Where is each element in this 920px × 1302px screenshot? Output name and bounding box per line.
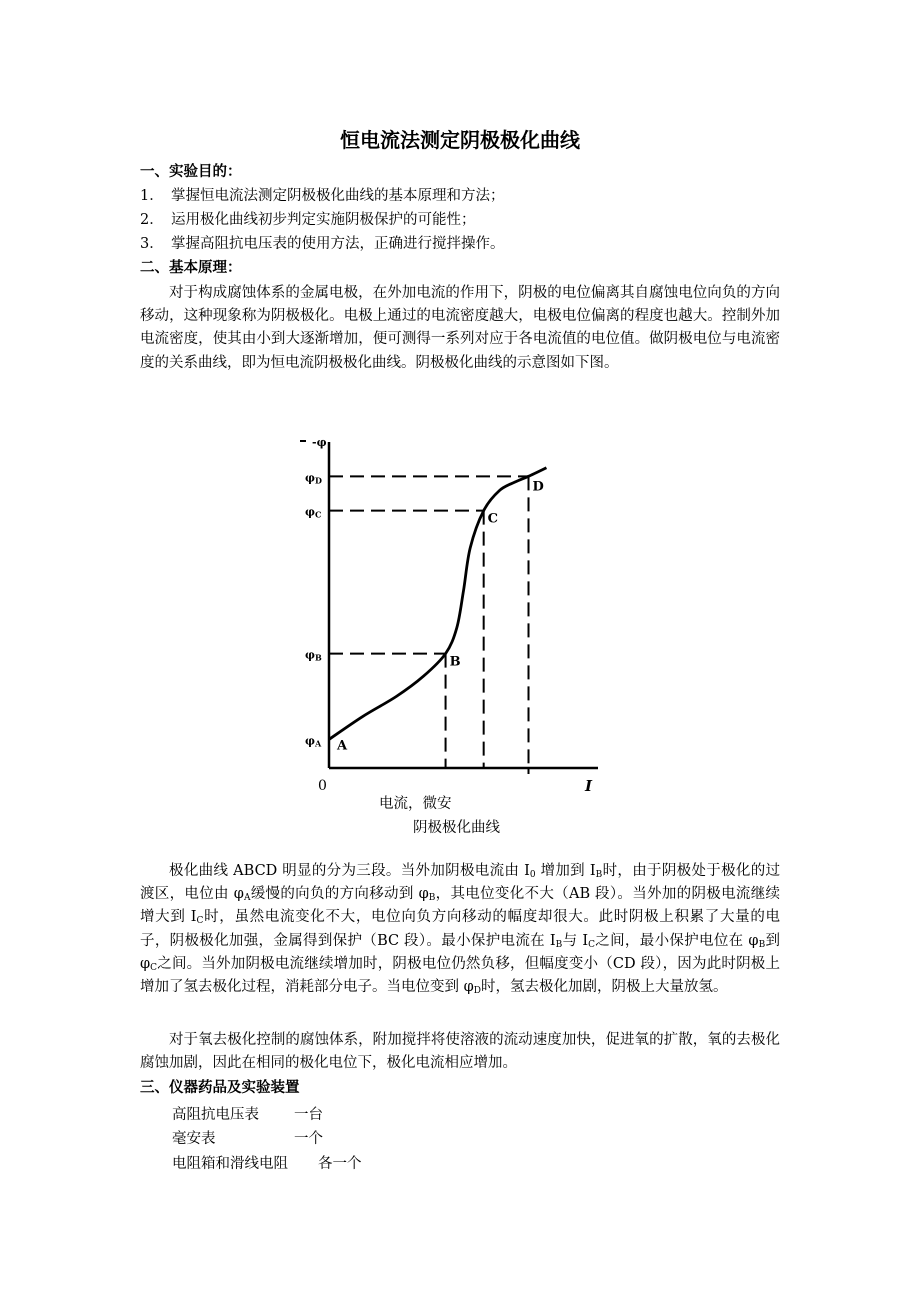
- item-text: 掌握恒电流法测定阴极极化曲线的基本原理和方法；: [171, 188, 505, 204]
- page-title: 恒电流法测定阴极极化曲线: [340, 128, 580, 152]
- point-label-c: C: [487, 511, 499, 527]
- subscript: A: [243, 893, 251, 904]
- equipment-qty: 一台: [294, 1107, 323, 1123]
- text-run: 与 I: [562, 932, 589, 949]
- text-run: 时，由于阴极处于极化的过渡区，电位由 φ: [140, 863, 781, 903]
- item-text: 运用极化曲线初步判定实施阴极保护的可能性；: [171, 212, 476, 228]
- equipment-name: 高阻抗电压表: [172, 1107, 259, 1123]
- text-run: 缓慢的向负的方向移动到 φ: [250, 886, 429, 903]
- item-number: 1．: [140, 188, 164, 204]
- equipment-item: [172, 1152, 362, 1173]
- text-run: 到 φ: [140, 932, 781, 972]
- section-heading-objectives: 一、实验目的：: [140, 164, 242, 180]
- principle-paragraph: 对于构成腐蚀体系的金属电极，在外加电流的作用下，阴极的电位偏离其自腐蚀电位向负的方向移动，这种现象称为阴极极化。电极上通过的电流密度越大，电极电位偏离的程度也越大。控制外加电流密度，使其由小到大逐渐增加，便可测得一系列对应于各电流值的电位值。做阴极电位与电流密度的关系曲线，即为恒电流阴极极化曲线。阴极极化曲线的示意图如下图。: [140, 285, 780, 371]
- potential-label-a: φA: [305, 734, 322, 749]
- subscript: B: [758, 939, 766, 950]
- point-label-d: D: [532, 479, 544, 495]
- y-axis-label: -φ: [312, 436, 327, 449]
- equipment-qty: 一个: [294, 1131, 323, 1147]
- equipment-name: 毫安表: [172, 1131, 216, 1147]
- text-run: 极化曲线 ABCD 明显的分为三段。当外加阴极电流由 I: [169, 863, 530, 879]
- equipment-item: [172, 1103, 323, 1124]
- equipment-qty: 各一个: [318, 1156, 362, 1172]
- origin-label: 0: [318, 778, 327, 794]
- equipment-item: [172, 1127, 323, 1148]
- subscript: B: [428, 893, 436, 904]
- subscript: B: [595, 870, 603, 880]
- polarization-curve: [329, 468, 546, 740]
- item-number: 2．: [140, 212, 164, 228]
- text-run: 时，氢去极化加剧，阴极上大量放氢。: [480, 979, 728, 996]
- potential-label-c: φC: [305, 505, 322, 520]
- section-heading-equipment: 三、仪器药品及实验装置: [140, 1080, 300, 1096]
- text-run: 增加到 I: [535, 863, 596, 879]
- subscript: 0: [529, 870, 536, 880]
- text-run: 时，虽然电流变化不大，电位向负方向移动的幅度却很大。此时阴极上积累了大量的电子，阴极极化加强，金属得到保护（BC 段）。最小保护电流在 I: [140, 909, 780, 949]
- point-label-a: A: [337, 738, 348, 754]
- text-run: 之间，最小保护电位在 φ: [594, 932, 759, 949]
- subscript: C: [196, 916, 204, 927]
- text-run: ，其电位变化不大（AB 段）。当外加的阴极电流继续增大到 I: [140, 886, 781, 926]
- subscript: C: [150, 962, 158, 973]
- analysis-paragraph: [140, 860, 780, 999]
- subscript: D: [473, 986, 481, 997]
- subscript: C: [588, 939, 595, 950]
- stirring-paragraph: 对于氧去极化控制的腐蚀体系，附加搅拌将使溶液的流动速度加快，促进氧的扩散，氧的去极化腐蚀加剧，因此在相同的极化电位下，极化电流相应增加。: [140, 1032, 780, 1072]
- text-run: 之间。当外加阴极电流继续增加时，阴极电位仍然负移，但幅度变小（CD 段），因为此时阴极上增加了氢去极化过程，消耗部分电子。当电位变到 φ: [140, 955, 780, 996]
- chart-xlabel: 电流，微安: [379, 796, 452, 812]
- item-text: 掌握高阻抗电压表的使用方法，正确进行搅拌操作。: [171, 236, 505, 252]
- potential-label-d: φD: [305, 471, 322, 486]
- item-number: 3．: [140, 236, 164, 252]
- section-heading-principle: 二、基本原理：: [140, 260, 242, 276]
- potential-label-b: φB: [305, 648, 322, 663]
- equipment-name: 电阻箱和滑线电阻: [172, 1156, 288, 1172]
- point-label-b: B: [449, 654, 461, 670]
- chart-caption: 阴极极化曲线: [413, 820, 500, 836]
- subscript: B: [555, 939, 563, 950]
- x-axis-label: I: [585, 777, 593, 795]
